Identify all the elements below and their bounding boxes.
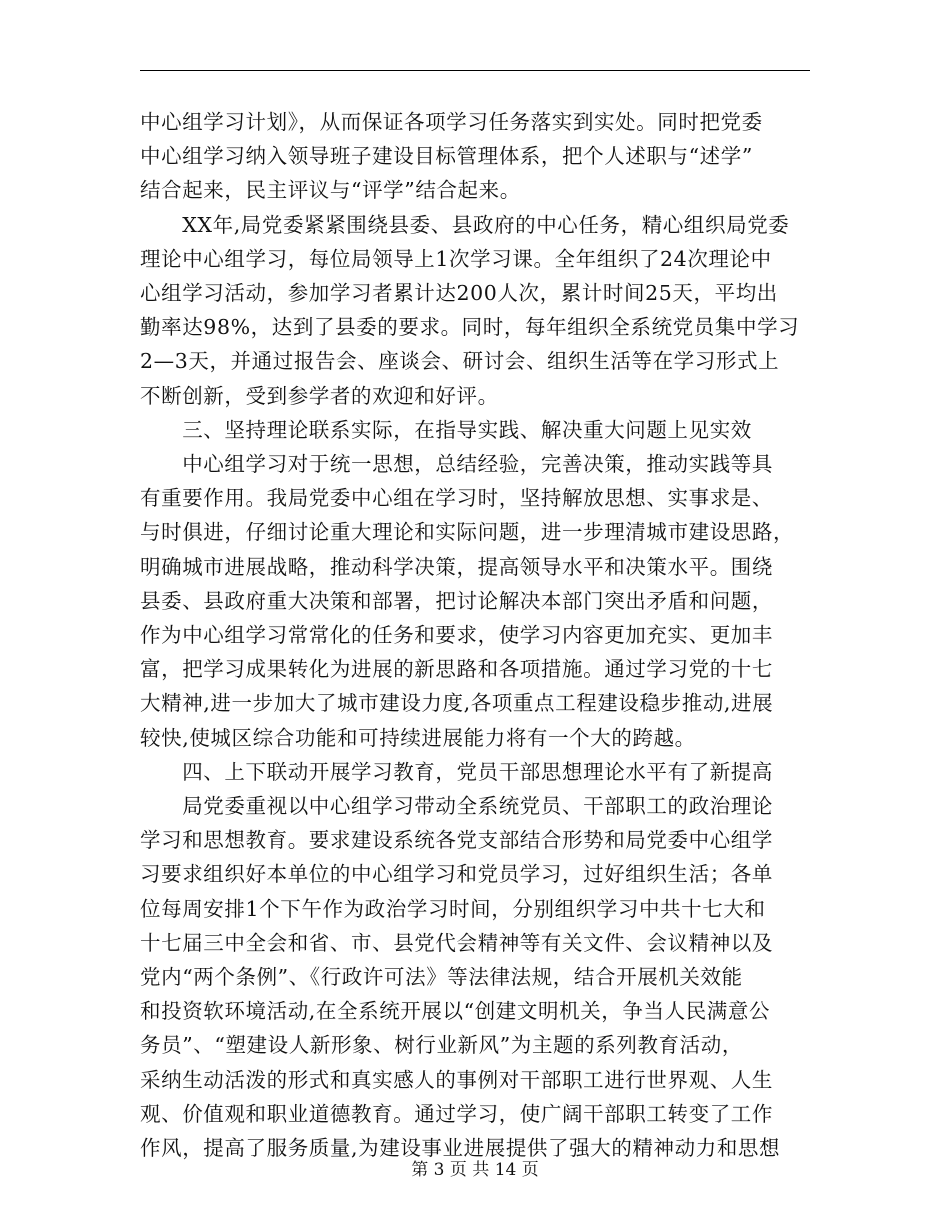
text-line: 与时俱进，仔细讨论重大理论和实际问题，进一步理清城市建设思路， <box>140 520 795 545</box>
text-line: 十七届三中全会和省、市、县党代会精神等有关文件、会议精神以及 <box>140 930 773 955</box>
text-line: 和投资软环境活动,在全系统开展以“创建文明机关，争当人民满意公 <box>140 999 771 1024</box>
text-line: 党内“两个条例”、《行政许可法》等法律法规，结合开展机关效能 <box>140 965 743 989</box>
text-line: 作风，提高了服务质量,为建设事业进展提供了强大的精神动力和思想 <box>140 1136 781 1160</box>
text-line: 作为中心组学习常常化的任务和要求，使学习内容更加充实、更加丰 <box>140 623 773 647</box>
text-line: 县委、县政府重大决策和部署，把讨论解决本部门突出矛盾和问题， <box>140 588 773 613</box>
text-line: 观、价值观和职业道德教育。通过学习，使广阔干部职工转变了工作 <box>140 1101 773 1126</box>
text-line: 明确城市进展战略，推动科学决策，提高领导水平和决策水平。围绕 <box>140 554 773 579</box>
text-line: 大精神,进一步加大了城市建设力度,各项重点工程建设稳步推动,进展 <box>140 691 774 716</box>
text-line: 四、上下联动开展学习教育，党员干部思想理论水平有了新提高 <box>140 759 773 784</box>
text-line: 采纳生动活泼的形式和真实感人的事例对干部职工进行世界观、人生 <box>140 1067 773 1092</box>
text-line: 理论中心组学习，每位局领导上1次学习课。全年组织了24次理论中 <box>140 246 772 271</box>
text-line: 中心组学习计划》，从而保证各项学习任务落实到实处。同时把党委 <box>140 110 763 134</box>
page-number: 第 3 页 共 14 页 <box>411 1160 539 1180</box>
text-line: 较快,使城区综合功能和可持续进展能力将有一个大的跨越。 <box>140 725 696 750</box>
text-line: 习要求组织好本单位的中心组学习和党员学习，过好组织生活；各单 <box>140 862 773 887</box>
text-line: 中心组学习对于统一思想，总结经验，完善决策，推动实践等具 <box>140 452 773 476</box>
text-line: 富，把学习成果转化为进展的新思路和各项措施。通过学习党的十七 <box>140 657 773 682</box>
header-rule <box>140 70 810 71</box>
text-line: 三、坚持理论联系实际，在指导实践、解决重大问题上见实效 <box>140 417 752 442</box>
text-line: 勤率达98%，达到了县委的要求。同时，每年组织全系统党员集中学习 <box>140 315 800 340</box>
text-line: 不断创新，受到参学者的欢迎和好评。 <box>140 383 499 408</box>
text-line: 学习和思想教育。要求建设系统各党支部结合形势和局党委中心组学 <box>140 828 773 853</box>
text-line: 心组学习活动，参加学习者累计达200人次，累计时间25天，平均出 <box>140 281 778 305</box>
text-line: 中心组学习纳入领导班子建设目标管理体系，把个人述职与“述学” <box>140 144 753 169</box>
text-line: 2—3天，并通过报告会、座谈会、研讨会、组织生活等在学习形式上 <box>140 349 780 374</box>
text-line: 结合起来，民主评议与“评学”结合起来。 <box>140 178 521 203</box>
text-line: 局党委重视以中心组学习带动全系统党员、干部职工的政治理论 <box>140 794 773 818</box>
text-line: XX年,局党委紧紧围绕县委、县政府的中心任务，精心组织局党委 <box>140 212 790 237</box>
text-line: 位每周安排1个下午作为政治学习时间，分别组织学习中共十七大和 <box>140 896 766 921</box>
text-line: 务员”、“塑建设人新形象、树行业新风”为主题的系列教育活动， <box>140 1033 743 1058</box>
text-line: 有重要作用。我局党委中心组在学习时，坚持解放思想、实事求是、 <box>140 486 773 511</box>
